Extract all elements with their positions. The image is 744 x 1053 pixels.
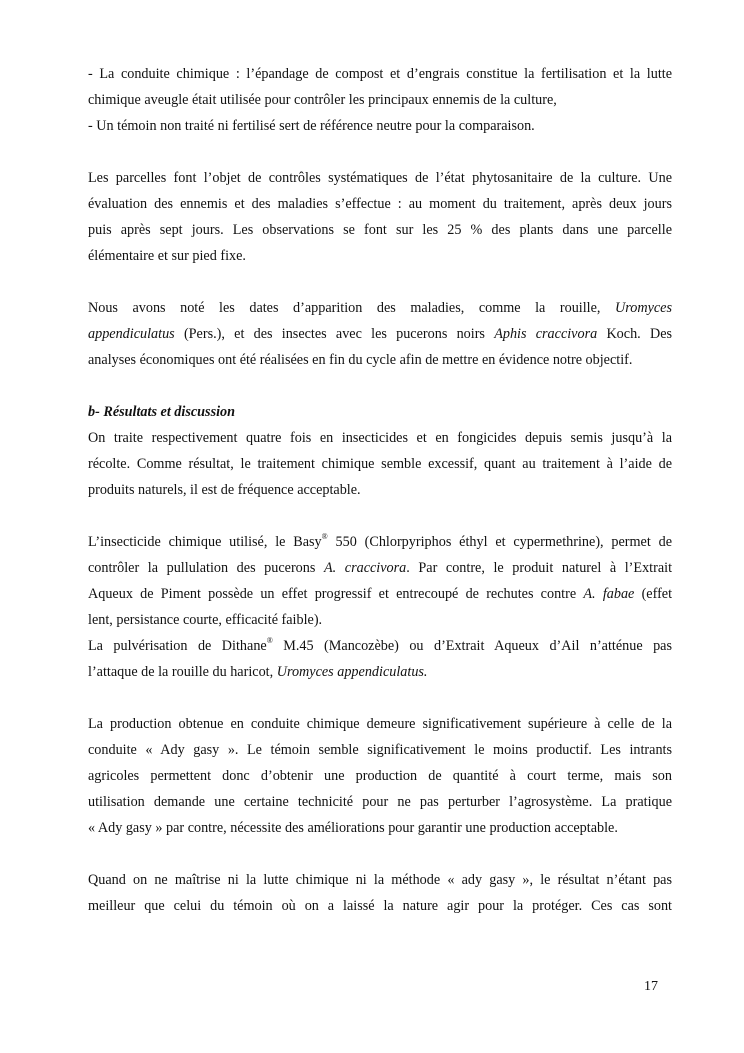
text-line	[88, 633, 672, 659]
species-name: Uromyces appendiculatus.	[276, 664, 428, 680]
species-name: A. fabae	[583, 586, 635, 602]
text-line	[88, 659, 672, 685]
text-line: - Un témoin non traité ni fertilisé sert de référence neutre pour la comparaison.	[88, 118, 535, 134]
text-span: L’insecticide chimique utilisé, le Basy	[88, 534, 322, 550]
page-number: 17	[644, 979, 658, 994]
registered-mark: ®	[266, 636, 273, 646]
text-line: conduite « Ady gasy ». Le témoin semble significativement le moins productif. Les intrants	[88, 742, 672, 758]
text-line: « Ady gasy » par contre, nécessite des améliorations pour garantir une production acceptable.	[88, 820, 618, 836]
paragraph-chemical-management	[88, 61, 672, 113]
section-results-discussion	[88, 399, 672, 503]
paragraph-control-plot	[88, 113, 672, 139]
text-line: analyses économiques ont été réalisées en fin du cycle afin de mettre en évidence notre objectif.	[88, 352, 633, 368]
text-line: chimique aveugle était utilisée pour contrôler les principaux ennemis de la culture,	[88, 92, 557, 108]
registered-mark: ®	[321, 532, 328, 542]
text-span: 550 (Chlorpyriphos éthyl et cypermethrine), permet de	[327, 534, 673, 550]
text-span: l’attaque de la rouille du haricot,	[88, 664, 274, 680]
text-span: Koch. Des	[606, 326, 673, 342]
text-span: . Par contre, le produit naturel à l’Extrait	[406, 560, 673, 576]
paragraph-insecticide	[88, 529, 672, 685]
text-line: agricoles permettent donc d’obtenir une production de quantité à court terme, mais son	[88, 768, 672, 784]
text-line	[88, 581, 672, 607]
text-line: Quand on ne maîtrise ni la lutte chimique ni la méthode « ady gasy », le résultat n’étant pas	[88, 872, 672, 888]
section-heading: b- Résultats et discussion	[88, 404, 236, 420]
document-page	[88, 61, 672, 919]
text-span: contrôler la pullulation des pucerons	[88, 560, 316, 576]
paragraph-mastery	[88, 867, 672, 919]
text-line	[88, 555, 672, 581]
text-span: La pulvérisation de Dithane	[88, 638, 267, 654]
text-line: récolte. Comme résultat, le traitement chimique semble excessif, quant au traitement à l’aide de	[88, 456, 672, 472]
species-name: Uromyces	[615, 300, 672, 316]
text-line	[88, 295, 672, 321]
species-name: appendiculatus	[88, 326, 175, 342]
text-span: (effet	[641, 586, 673, 602]
text-line: - La conduite chimique : l’épandage de compost et d’engrais constitue la fertilisation et la lutte	[88, 66, 672, 82]
text-line: produits naturels, il est de fréquence acceptable.	[88, 482, 361, 498]
paragraph-phytosanitary-controls	[88, 165, 672, 269]
text-line: meilleur que celui du témoin où on a laissé la nature agir pour la protéger. Ces cas sont	[88, 898, 672, 914]
species-name: A. craccivora	[324, 560, 407, 576]
text-line: évaluation des ennemis et des maladies s’effectue : au moment du traitement, après deux jours	[88, 196, 672, 212]
text-span: (Pers.), et des insectes avec les pucerons noirs	[183, 326, 485, 342]
paragraph-production	[88, 711, 672, 841]
text-line: utilisation demande une certaine technicité pour ne pas perturber l’agrosystème. La pratique	[88, 794, 672, 810]
text-line: puis après sept jours. Les observations se font sur les 25 % des plants dans une parcelle	[88, 222, 672, 238]
text-span: Nous avons noté les dates d’apparition des maladies, comme la rouille,	[88, 300, 601, 316]
paragraph-appearance-dates	[88, 295, 672, 373]
text-line	[88, 321, 672, 347]
text-line: La production obtenue en conduite chimique demeure significativement supérieure à celle de la	[88, 716, 672, 732]
text-line: lent, persistance courte, efficacité faible).	[88, 612, 323, 628]
text-line: élémentaire et sur pied fixe.	[88, 248, 246, 264]
text-line: Les parcelles font l’objet de contrôles systématiques de l’état phytosanitaire de la culture. Une	[88, 170, 672, 186]
text-span: Aqueux de Piment possède un effet progressif et entrecoupé de rechutes contre	[88, 586, 577, 602]
species-name: Aphis craccivora	[494, 326, 598, 342]
text-line	[88, 529, 672, 555]
text-span: M.45 (Mancozèbe) ou d’Extrait Aqueux d’Ail n’atténue pas	[272, 638, 673, 654]
text-line: On traite respectivement quatre fois en insecticides et en fongicides depuis semis jusqu’à la	[88, 430, 672, 446]
